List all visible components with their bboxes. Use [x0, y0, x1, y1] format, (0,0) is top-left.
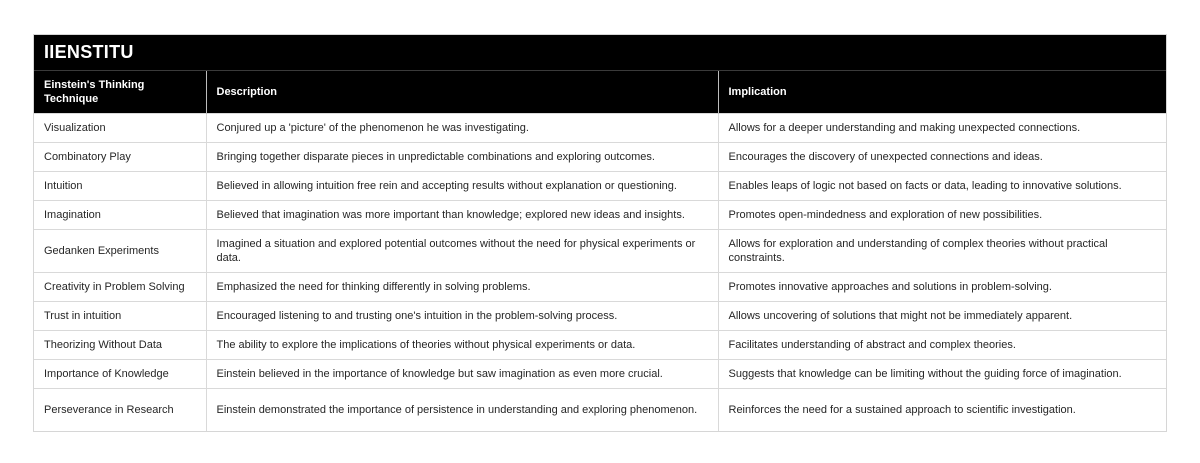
description-cell: Believed that imagination was more important than knowledge; explored new ideas and insights. [206, 200, 718, 229]
implication-cell: Enables leaps of logic not based on facts or data, leading to innovative solutions. [718, 171, 1166, 200]
table-row [34, 330, 1166, 359]
table-row [34, 142, 1166, 171]
description-cell: Einstein demonstrated the importance of persistence in understanding and exploring phenomenon. [206, 388, 718, 431]
description-cell: Einstein believed in the importance of knowledge but saw imagination as even more crucial. [206, 359, 718, 388]
column-header-implication: Implication [718, 71, 1166, 113]
table-row [34, 171, 1166, 200]
description-cell: Encouraged listening to and trusting one's intuition in the problem-solving process. [206, 301, 718, 330]
technique-cell: Creativity in Problem Solving [34, 272, 206, 301]
implication-cell: Promotes innovative approaches and solutions in problem-solving. [718, 272, 1166, 301]
technique-cell: Visualization [34, 113, 206, 142]
technique-cell: Gedanken Experiments [34, 229, 206, 272]
implication-cell: Suggests that knowledge can be limiting without the guiding force of imagination. [718, 359, 1166, 388]
description-cell: Emphasized the need for thinking differently in solving problems. [206, 272, 718, 301]
technique-cell: Theorizing Without Data [34, 330, 206, 359]
technique-cell: Importance of Knowledge [34, 359, 206, 388]
description-cell: The ability to explore the implications of theories without physical experiments or data. [206, 330, 718, 359]
description-cell: Believed in allowing intuition free rein and accepting results without explanation or questioning. [206, 171, 718, 200]
implication-cell: Encourages the discovery of unexpected connections and ideas. [718, 142, 1166, 171]
implication-cell: Facilitates understanding of abstract and complex theories. [718, 330, 1166, 359]
table-row [34, 301, 1166, 330]
brand-header-bar [34, 35, 1166, 71]
technique-cell: Intuition [34, 171, 206, 200]
techniques-table-container [33, 34, 1167, 432]
table-row [34, 359, 1166, 388]
table-header-row [34, 71, 1166, 113]
brand-title: IIENSTITU [44, 42, 134, 62]
table-row [34, 113, 1166, 142]
implication-cell: Allows uncovering of solutions that might not be immediately apparent. [718, 301, 1166, 330]
implication-cell: Allows for exploration and understanding of complex theories without practical constraints. [718, 229, 1166, 272]
table-row [34, 272, 1166, 301]
description-cell: Conjured up a 'picture' of the phenomenon he was investigating. [206, 113, 718, 142]
table-row [34, 229, 1166, 272]
column-header-description: Description [206, 71, 718, 113]
table-row [34, 200, 1166, 229]
table-row [34, 388, 1166, 431]
technique-cell: Combinatory Play [34, 142, 206, 171]
description-cell: Bringing together disparate pieces in unpredictable combinations and exploring outcomes. [206, 142, 718, 171]
techniques-table [34, 71, 1166, 431]
description-cell: Imagined a situation and explored potential outcomes without the need for physical experiments or data. [206, 229, 718, 272]
implication-cell: Promotes open-mindedness and exploration of new possibilities. [718, 200, 1166, 229]
implication-cell: Allows for a deeper understanding and making unexpected connections. [718, 113, 1166, 142]
implication-cell: Reinforces the need for a sustained approach to scientific investigation. [718, 388, 1166, 431]
technique-cell: Trust in intuition [34, 301, 206, 330]
technique-cell: Perseverance in Research [34, 388, 206, 431]
column-header-technique: Einstein's Thinking Technique [34, 71, 206, 113]
technique-cell: Imagination [34, 200, 206, 229]
